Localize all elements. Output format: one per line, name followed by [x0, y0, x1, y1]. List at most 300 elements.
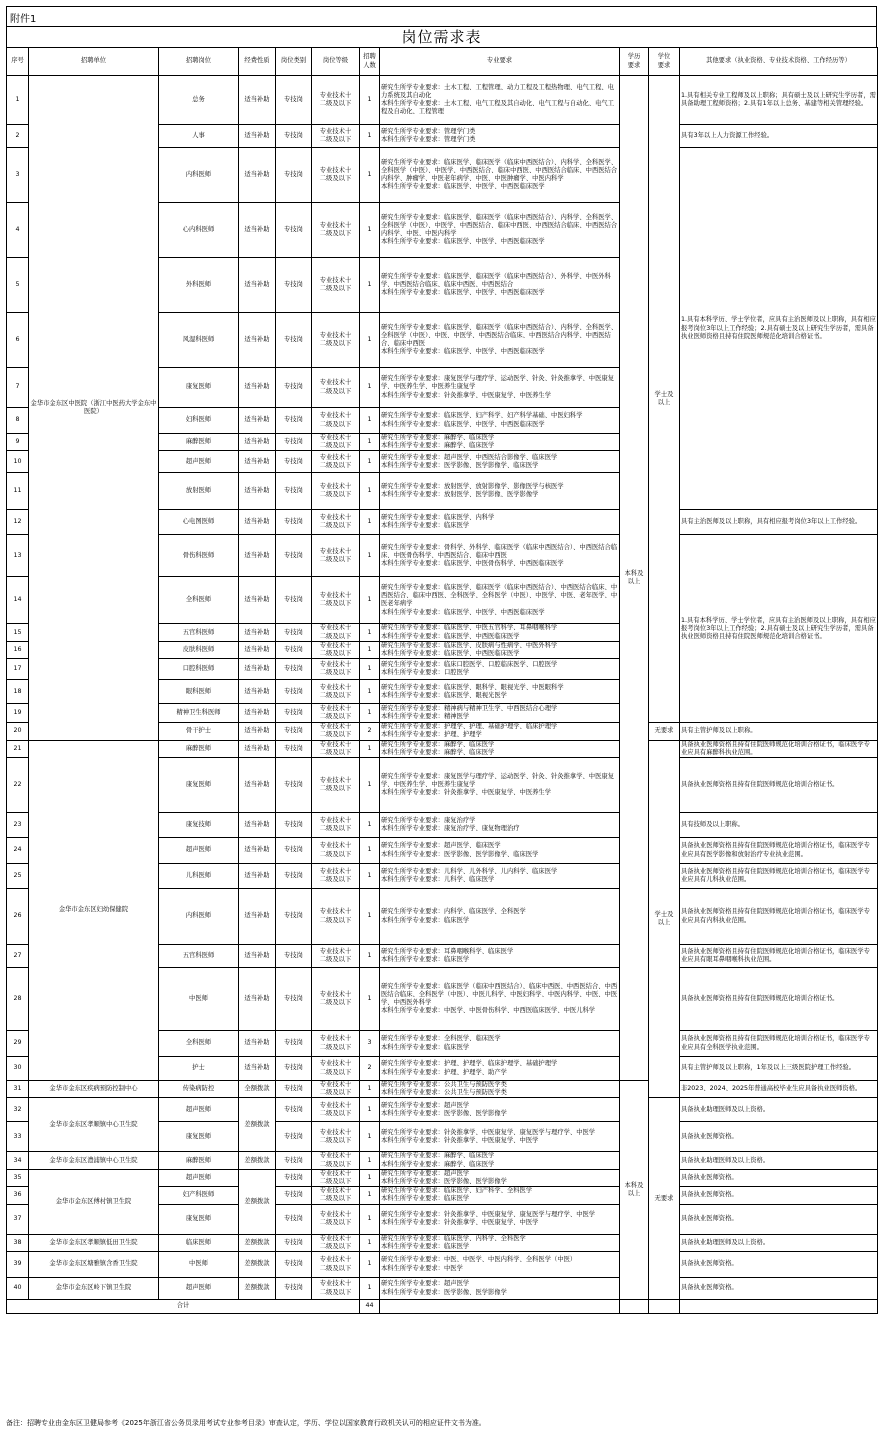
funding-type: 适当补助: [239, 1057, 276, 1081]
hire-count: 1: [360, 1252, 380, 1278]
post-category: 专技岗: [276, 258, 312, 313]
major-requirements: 研究生所学专业要求：临床医学、内科学、全科医学 本科生所学专业要求：临床医学: [380, 1234, 620, 1251]
post-category: 专技岗: [276, 451, 312, 473]
post-level: 专业技术十 二级及以下: [312, 473, 360, 510]
major-requirements: 研究生所学专业要求：临床医学（临床中西医结合）、临床中西医、中西医结合、中西医结合临床、全科医学（中医）、中医儿科学、中医妇科学、中医内科学、中医、中医学、中西医外科学 本科生所学专业要求：中医学、中医骨伤科学、中西医临床医学、中医儿科学: [380, 968, 620, 1031]
hire-count: 1: [360, 1187, 380, 1204]
post-category: 专技岗: [276, 838, 312, 864]
other-requirements: 具备执业医师资格。: [680, 1252, 878, 1278]
funding-type: 适当补助: [239, 313, 276, 368]
job-post: 皮肤科医师: [159, 641, 239, 658]
job-post: 麻醉医师: [159, 740, 239, 757]
total-row: [7, 1300, 878, 1314]
column-header: 专业要求: [380, 48, 620, 76]
other-requirements: 具有主治医师及以上职称，具有相应报考岗位3年以上工作经验。: [680, 510, 878, 535]
table-row: [7, 1169, 878, 1186]
other-requirements: 具有技师及以上职称。: [680, 813, 878, 838]
major-requirements: 研究生所学专业要求：超声医学 本科生所学专业要求：医学影像、医学影像学: [380, 1098, 620, 1122]
hire-count: 1: [360, 1122, 380, 1152]
major-requirements: 研究生所学专业要求：麻醉学、临床医学 本科生所学专业要求：麻醉学、临床医学: [380, 1152, 620, 1169]
funding-type: 适当补助: [239, 704, 276, 723]
other-requirements: 具备执业助理医师及以上资格。: [680, 1234, 878, 1251]
row-number: 22: [7, 758, 29, 813]
hire-count: 1: [360, 704, 380, 723]
row-number: 18: [7, 680, 29, 704]
funding-type: 适当补助: [239, 1031, 276, 1057]
hire-count: 1: [360, 1234, 380, 1251]
post-category: 专技岗: [276, 1122, 312, 1152]
other-requirements: 具备执业医师资格。: [680, 1204, 878, 1234]
hire-count: 1: [360, 1169, 380, 1186]
row-number: 17: [7, 659, 29, 680]
post-level: 专业技术十 二级及以下: [312, 758, 360, 813]
table-row: [7, 1234, 878, 1251]
table-header-row: [7, 48, 878, 76]
other-requirements: 具备执业医师资格且持有住院医师规范化培训合格证书，临床医学专业应具有麻醉科执业范围。: [680, 740, 878, 757]
job-post: 护士: [159, 1057, 239, 1081]
post-level: 专业技术十 二级及以下: [312, 740, 360, 757]
post-level: 专业技术十 二级及以下: [312, 945, 360, 968]
other-requirements: 具备执业医师资格且持有住院医师规范化培训合格证书。: [680, 968, 878, 1031]
funding-type: 适当补助: [239, 624, 276, 641]
major-requirements: 研究生所学专业要求：精神病与精神卫生学、中西医结合心理学 本科生所学专业要求：精神医学: [380, 704, 620, 723]
post-level: 专业技术十 二级及以下: [312, 1031, 360, 1057]
hire-count: 1: [360, 1081, 380, 1098]
major-requirements: 研究生所学专业要求：康复医学与理疗学、运动医学、针灸、针灸推拿学、中医康复学、中医养生学、中医养生康复学 本科生所学专业要求：针灸推拿学、中医康复学、中医养生学: [380, 758, 620, 813]
funding-type: 适当补助: [239, 945, 276, 968]
post-category: 专技岗: [276, 680, 312, 704]
post-level: 专业技术十 二级及以下: [312, 148, 360, 203]
job-post: 超声医师: [159, 1169, 239, 1186]
funding-type: 差额拨款: [239, 1152, 276, 1169]
degree-requirement: 学士及 以上: [649, 76, 680, 723]
post-category: 专技岗: [276, 1204, 312, 1234]
empty-cell: [620, 1300, 649, 1314]
funding-type: 适当补助: [239, 473, 276, 510]
hire-count: 1: [360, 510, 380, 535]
major-requirements: 研究生所学专业要求：康复治疗学 本科生所学专业要求：康复治疗学、康复物理治疗: [380, 813, 620, 838]
major-requirements: 研究生所学专业要求：管理学门类 本科生所学专业要求：管理学门类: [380, 125, 620, 148]
row-number: 12: [7, 510, 29, 535]
funding-type: 适当补助: [239, 510, 276, 535]
hire-count: 1: [360, 889, 380, 945]
post-category: 专技岗: [276, 1057, 312, 1081]
funding-type: 差额拨款: [239, 1252, 276, 1278]
other-requirements: 具备执业医师资格且持有住院医师规范化培训合格证书，临床医学专业应具有眼耳鼻咽喉科执业范围。: [680, 945, 878, 968]
job-post: 康复医师: [159, 368, 239, 408]
post-level: 专业技术十 二级及以下: [312, 368, 360, 408]
major-requirements: 研究生所学专业要求：针灸推拿学、中医康复学、康复医学与理疗学、中医学 本科生所学专业要求：针灸推拿学、中医康复学、中医学: [380, 1122, 620, 1152]
row-number: 13: [7, 535, 29, 577]
post-level: 专业技术十 二级及以下: [312, 864, 360, 889]
post-level: 专业技术十 二级及以下: [312, 125, 360, 148]
column-header: 序号: [7, 48, 29, 76]
funding-type: 适当补助: [239, 641, 276, 658]
page-title: 岗位需求表: [6, 26, 877, 48]
row-number: 11: [7, 473, 29, 510]
job-post: 心电图医师: [159, 510, 239, 535]
funding-type: 适当补助: [239, 451, 276, 473]
empty-cell: [380, 1300, 620, 1314]
table-row: [7, 1081, 878, 1098]
hire-count: 1: [360, 535, 380, 577]
major-requirements: 研究生所学专业要求：临床口腔医学、口腔临床医学、口腔医学 本科生所学专业要求：口腔医学: [380, 659, 620, 680]
funding-type: 适当补助: [239, 148, 276, 203]
hire-count: 1: [360, 408, 380, 434]
job-post: 口腔科医师: [159, 659, 239, 680]
major-requirements: 研究生所学专业要求：放射医学、放射影像学、影像医学与核医学 本科生所学专业要求：放射医学、医学影像、医学影像学: [380, 473, 620, 510]
post-category: 专技岗: [276, 510, 312, 535]
job-post: 超声医师: [159, 838, 239, 864]
major-requirements: 研究生所学专业要求：临床医学、内科学 本科生所学专业要求：临床医学: [380, 510, 620, 535]
post-category: 专技岗: [276, 203, 312, 258]
table-row: [7, 1278, 878, 1300]
other-requirements: 具备执业助理医师及以上资格。: [680, 1098, 878, 1122]
hire-count: 1: [360, 838, 380, 864]
hire-count: 1: [360, 968, 380, 1031]
row-number: 7: [7, 368, 29, 408]
major-requirements: 研究生所学专业要求：临床医学、中医五官科学、耳鼻咽喉科学 本科生所学专业要求：临床医学、中西医临床医学: [380, 624, 620, 641]
major-requirements: 研究生所学专业要求：土木工程、工程管理、动力工程及工程热物理、电气工程、电力系统及其自动化 本科生所学专业要求：土木工程、电气工程及其自动化、电气工程与自动化、电气工程及自动化、工程管理: [380, 76, 620, 125]
post-level: 专业技术十 二级及以下: [312, 1169, 360, 1186]
empty-cell: [649, 1300, 680, 1314]
hire-count: 1: [360, 1278, 380, 1300]
job-post: 康复医师: [159, 1204, 239, 1234]
column-header: 学位 要求: [649, 48, 680, 76]
post-category: 专技岗: [276, 535, 312, 577]
row-number: 35: [7, 1169, 29, 1186]
row-number: 36: [7, 1187, 29, 1204]
post-level: 专业技术十 二级及以下: [312, 1057, 360, 1081]
job-post: 康复医师: [159, 1122, 239, 1152]
recruiting-unit: 金华市金东区塘雅镇含香卫生院: [29, 1252, 159, 1278]
job-post: 风湿科医师: [159, 313, 239, 368]
row-number: 33: [7, 1122, 29, 1152]
column-header: 岗位等级: [312, 48, 360, 76]
post-category: 专技岗: [276, 889, 312, 945]
post-category: 专技岗: [276, 148, 312, 203]
major-requirements: 研究生所学专业要求：康复医学与理疗学、运动医学、针灸、针灸推拿学、中医康复学、中医养生学、中医养生康复学 本科生所学专业要求：针灸推拿学、中医康复学、中医养生学: [380, 368, 620, 408]
post-category: 专技岗: [276, 758, 312, 813]
hire-count: 1: [360, 473, 380, 510]
hire-count: 1: [360, 945, 380, 968]
job-post: 五官科医师: [159, 624, 239, 641]
row-number: 1: [7, 76, 29, 125]
row-number: 37: [7, 1204, 29, 1234]
funding-type: 适当补助: [239, 368, 276, 408]
other-requirements: 具备执业助理医师及以上资格。: [680, 1152, 878, 1169]
job-post: 眼科医师: [159, 680, 239, 704]
row-number: 29: [7, 1031, 29, 1057]
job-post: 人事: [159, 125, 239, 148]
post-category: 专技岗: [276, 1152, 312, 1169]
major-requirements: 研究生所学专业要求：超声医学 本科生所学专业要求：医学影像、医学影像学: [380, 1278, 620, 1300]
job-post: 内科医师: [159, 889, 239, 945]
recruiting-unit: 金华市金东区岭下镇卫生院: [29, 1278, 159, 1300]
recruiting-unit: 金华市金东区澧浦镇中心卫生院: [29, 1152, 159, 1169]
row-number: 14: [7, 577, 29, 624]
post-level: 专业技术十 二级及以下: [312, 451, 360, 473]
funding-type: 差额拨款: [239, 1278, 276, 1300]
total-count: 44: [360, 1300, 380, 1314]
hire-count: 1: [360, 740, 380, 757]
post-category: 专技岗: [276, 1234, 312, 1251]
post-category: 专技岗: [276, 740, 312, 757]
post-category: 专技岗: [276, 76, 312, 125]
major-requirements: 研究生所学专业要求：临床医学、妇产科学、全科医学 本科生所学专业要求：临床医学: [380, 1187, 620, 1204]
post-level: 专业技术十 二级及以下: [312, 704, 360, 723]
post-level: 专业技术十 二级及以下: [312, 1081, 360, 1098]
job-requirements-table: [6, 47, 878, 1314]
funding-type: 适当补助: [239, 740, 276, 757]
job-post: 超声医师: [159, 1098, 239, 1122]
major-requirements: 研究生所学专业要求：护理、护理学、临床护理学、基础护理学 本科生所学专业要求：护理、护理学、助产学: [380, 1057, 620, 1081]
job-post: 妇科医师: [159, 408, 239, 434]
hire-count: 1: [360, 313, 380, 368]
hire-count: 2: [360, 1057, 380, 1081]
hire-count: 2: [360, 723, 380, 740]
major-requirements: 研究生所学专业要求：临床医学、临床医学（临床中西医结合）、内科学、全科医学、全科医学（中医）、中医、中医学、中西医结合临床、中西医结合内科学、中西医结合、临床中西医 本科生所学专业要求：临床医学、中医学、中西医临床医学: [380, 313, 620, 368]
post-level: 专业技术十 二级及以下: [312, 1187, 360, 1204]
major-requirements: 研究生所学专业要求：公共卫生与预防医学类 本科生所学专业要求：公共卫生与预防医学类: [380, 1081, 620, 1098]
post-category: 专技岗: [276, 1098, 312, 1122]
attachment-bar: [6, 6, 877, 26]
post-level: 专业技术十 二级及以下: [312, 76, 360, 125]
other-requirements: 具有3年以上人力资源工作经验。: [680, 125, 878, 148]
job-post: 精神卫生科医师: [159, 704, 239, 723]
funding-type: 适当补助: [239, 535, 276, 577]
post-category: 专技岗: [276, 659, 312, 680]
major-requirements: 研究生所学专业要求：临床医学、眼科学、眼视光学、中医眼科学 本科生所学专业要求：临床医学、眼视光医学: [380, 680, 620, 704]
hire-count: 1: [360, 451, 380, 473]
post-category: 专技岗: [276, 368, 312, 408]
other-requirements: 具备执业医师资格且持有住院医师规范化培训合格证书，临床医学专业应具有医学影像和放射治疗专业执业范围。: [680, 838, 878, 864]
job-post: 传染病防控: [159, 1081, 239, 1098]
funding-type: 差额拨款: [239, 1234, 276, 1251]
major-requirements: 研究生所学专业要求：护理学、护理、基础护理学、临床护理学 本科生所学专业要求：护理、护理学: [380, 723, 620, 740]
row-number: 32: [7, 1098, 29, 1122]
hire-count: 1: [360, 76, 380, 125]
column-header: 招聘单位: [29, 48, 159, 76]
recruiting-unit: 金华市金东区孝顺镇中心卫生院: [29, 1098, 159, 1152]
funding-type: 适当补助: [239, 434, 276, 451]
post-level: 专业技术十 二级及以下: [312, 408, 360, 434]
post-category: 专技岗: [276, 968, 312, 1031]
education-requirement: 本科及 以上: [620, 1081, 649, 1300]
job-post: 心内科医师: [159, 203, 239, 258]
post-level: 专业技术十 二级及以下: [312, 535, 360, 577]
row-number: 15: [7, 624, 29, 641]
hire-count: 1: [360, 148, 380, 203]
major-requirements: 研究生所学专业要求：骨科学、外科学、临床医学（临床中西医结合）、中西医结合临床、中医骨伤科学、中西医结合、临床中西医 本科生所学专业要求：临床医学、中医骨伤科学、中西医临床医学: [380, 535, 620, 577]
major-requirements: 研究生所学专业要求：麻醉学、临床医学 本科生所学专业要求：麻醉学、临床医学: [380, 434, 620, 451]
row-number: 23: [7, 813, 29, 838]
row-number: 3: [7, 148, 29, 203]
major-requirements: 研究生所学专业要求：临床医学、临床医学（临床中西医结合）、内科学、全科医学、全科医学（中医）、中医学、中西医结合、临床中西医、中西医结合临床、中西医结合内科学、中医、中医内科学 本科生所学专业要求：临床医学、中医学、中西医临床医学: [380, 203, 620, 258]
degree-requirement: 无要求: [649, 723, 680, 740]
funding-type: 适当补助: [239, 680, 276, 704]
major-requirements: 研究生所学专业要求：临床医学、临床医学（临床中西医结合）、中西医结合临床、中西医结合、临床中西医、全科医学、全科医学（中医）、中医学、中医、老年医学、中医老年病学 本科生所学专业要求：临床医学、中医学、中西医临床医学: [380, 577, 620, 624]
hire-count: 1: [360, 1098, 380, 1122]
post-level: 专业技术十 二级及以下: [312, 889, 360, 945]
post-level: 专业技术十 二级及以下: [312, 968, 360, 1031]
post-level: 专业技术十 二级及以下: [312, 313, 360, 368]
major-requirements: 研究生所学专业要求：临床医学、临床医学（临床中西医结合）、外科学、中医外科学、中西医结合临床、临床中西医、中西医结合 本科生所学专业要求：临床医学、中医学、中西医临床医学: [380, 258, 620, 313]
post-category: 专技岗: [276, 864, 312, 889]
post-level: 专业技术十 二级及以下: [312, 1234, 360, 1251]
other-requirements: 具备执业医师资格。: [680, 1169, 878, 1186]
post-level: 专业技术十 二级及以下: [312, 203, 360, 258]
row-number: 19: [7, 704, 29, 723]
other-requirements: 具备执业医师资格。: [680, 1187, 878, 1204]
row-number: 10: [7, 451, 29, 473]
post-level: 专业技术十 二级及以下: [312, 1098, 360, 1122]
funding-type: 适当补助: [239, 76, 276, 125]
major-requirements: 研究生所学专业要求：超声医学、中西医结合影像学、临床医学 本科生所学专业要求：医学影像、医学影像学、临床医学: [380, 451, 620, 473]
other-requirements: 具有主管护师及以上职称，1年及以上三级医院护理工作经验。: [680, 1057, 878, 1081]
job-post: 中医师: [159, 1252, 239, 1278]
post-category: 专技岗: [276, 704, 312, 723]
other-requirements: 具备执业医师资格且持有住院医师规范化培训合格证书，临床医学专业应具有内科执业范围。: [680, 889, 878, 945]
other-requirements: 具备执业医师资格且持有住院医师规范化培训合格证书，临床医学专业应具有儿科执业范围。: [680, 864, 878, 889]
funding-type: 适当补助: [239, 125, 276, 148]
major-requirements: 研究生所学专业要求：耳鼻咽喉科学、临床医学 本科生所学专业要求：临床医学: [380, 945, 620, 968]
post-level: 专业技术十 二级及以下: [312, 258, 360, 313]
hire-count: 1: [360, 659, 380, 680]
funding-type: 差额拨款: [239, 1098, 276, 1152]
post-level: 专业技术十 二级及以下: [312, 838, 360, 864]
education-requirement: 本科及 以上: [620, 76, 649, 1081]
funding-type: 适当补助: [239, 864, 276, 889]
funding-type: 适当补助: [239, 723, 276, 740]
column-header: 其他要求（执业资格、专业技术资格、工作经历等）: [680, 48, 878, 76]
other-requirements: 非2023、2024、2025年普通高校毕业生应具备执业医师资格。: [680, 1081, 878, 1098]
row-number: 38: [7, 1234, 29, 1251]
other-requirements: 具有主管护师及以上职称。: [680, 723, 878, 740]
job-post: 骨伤科医师: [159, 535, 239, 577]
post-category: 专技岗: [276, 1278, 312, 1300]
row-number: 20: [7, 723, 29, 740]
empty-cell: [680, 1300, 878, 1314]
recruiting-unit: 金华市金东区孝顺镇低田卫生院: [29, 1234, 159, 1251]
post-level: 专业技术十 二级及以下: [312, 723, 360, 740]
job-post: 康复技师: [159, 813, 239, 838]
other-requirements: 1.具有本科学历、学士学位者，应具有主治医师及以上职称，具有相应报考岗位3年以上工作经验；2.具有硕士及以上研究生学历者，需具备执业医师资格且持有住院医师规范化培训合格证书。: [680, 148, 878, 510]
hire-count: 1: [360, 758, 380, 813]
other-requirements: 1.具有本科学历、学士学位者，应具有主治医师及以上职称，具有相应报考岗位3年以上工作经验；2.具有硕士及以上研究生学历者，需具备执业医师资格且持有住院医师规范化培训合格证书。: [680, 535, 878, 723]
row-number: 8: [7, 408, 29, 434]
major-requirements: 研究生所学专业要求：临床医学、皮肤病与性病学、中医外科学 本科生所学专业要求：临床医学、中西医临床医学: [380, 641, 620, 658]
major-requirements: 研究生所学专业要求：麻醉学、临床医学 本科生所学专业要求：麻醉学、临床医学: [380, 740, 620, 757]
table-row: [7, 1252, 878, 1278]
other-requirements: 具备执业医师资格。: [680, 1278, 878, 1300]
major-requirements: 研究生所学专业要求：超声医学、临床医学 本科生所学专业要求：医学影像、医学影像学、临床医学: [380, 838, 620, 864]
row-number: 26: [7, 889, 29, 945]
post-level: 专业技术十 二级及以下: [312, 1252, 360, 1278]
funding-type: 适当补助: [239, 968, 276, 1031]
funding-type: 适当补助: [239, 258, 276, 313]
funding-type: 适当补助: [239, 813, 276, 838]
post-category: 专技岗: [276, 1081, 312, 1098]
hire-count: 1: [360, 1204, 380, 1234]
post-level: 专业技术十 二级及以下: [312, 434, 360, 451]
post-level: 专业技术十 二级及以下: [312, 680, 360, 704]
post-category: 专技岗: [276, 1031, 312, 1057]
major-requirements: 研究生所学专业要求：超声医学 本科生所学专业要求：医学影像、医学影像学: [380, 1169, 620, 1186]
post-level: 专业技术十 二级及以下: [312, 641, 360, 658]
post-category: 专技岗: [276, 945, 312, 968]
row-number: 39: [7, 1252, 29, 1278]
table-row: [7, 1098, 878, 1122]
major-requirements: 研究生所学专业要求：临床医学、临床医学（临床中西医结合）、内科学、全科医学、全科医学（中医）、中医学、中西医结合、临床中西医、中西医结合临床、中西医结合内科学、肿瘤学、中医老年病学、中医、中医肿瘤学、中医内科学 本科生所学专业要求：临床医学、中医学、中西医临床医学: [380, 148, 620, 203]
post-category: 专技岗: [276, 313, 312, 368]
job-post: 临床医师: [159, 1234, 239, 1251]
hire-count: 1: [360, 1152, 380, 1169]
job-post: 儿科医师: [159, 864, 239, 889]
column-header: 经费性质: [239, 48, 276, 76]
row-number: 21: [7, 740, 29, 757]
funding-type: 适当补助: [239, 577, 276, 624]
hire-count: 1: [360, 203, 380, 258]
column-header: 岗位类别: [276, 48, 312, 76]
funding-type: 适当补助: [239, 889, 276, 945]
job-post: 超声医师: [159, 451, 239, 473]
major-requirements: 研究生所学专业要求：针灸推拿学、中医康复学、康复医学与理疗学、中医学 本科生所学专业要求：针灸推拿学、中医康复学、中医学: [380, 1204, 620, 1234]
funding-type: 适当补助: [239, 408, 276, 434]
post-level: 专业技术十 二级及以下: [312, 1152, 360, 1169]
job-post: 内科医师: [159, 148, 239, 203]
degree-requirement: 无要求: [649, 1098, 680, 1300]
degree-requirement: 学士及 以上: [649, 740, 680, 1098]
row-number: 27: [7, 945, 29, 968]
row-number: 24: [7, 838, 29, 864]
post-category: 专技岗: [276, 641, 312, 658]
recruiting-unit: 金华市金东区妇幼保健院: [29, 740, 159, 1080]
post-level: 专业技术十 二级及以下: [312, 1204, 360, 1234]
job-post: 五官科医师: [159, 945, 239, 968]
funding-type: 差额拨款: [239, 1169, 276, 1234]
recruiting-unit: 金华市金东区中医院（浙江中医药大学金东中医院）: [29, 76, 159, 741]
other-requirements: 具备执业医师资格且持有住院医师规范化培训合格证书，临床医学专业应具有全科医学执业范围。: [680, 1031, 878, 1057]
job-post: 骨干护士: [159, 723, 239, 740]
post-category: 专技岗: [276, 434, 312, 451]
hire-count: 1: [360, 680, 380, 704]
job-post: 中医师: [159, 968, 239, 1031]
attachment-label: 附件1: [10, 14, 37, 25]
row-number: 5: [7, 258, 29, 313]
hire-count: 1: [360, 641, 380, 658]
job-post: 麻醉医师: [159, 1152, 239, 1169]
hire-count: 1: [360, 258, 380, 313]
funding-type: 适当补助: [239, 838, 276, 864]
row-number: 2: [7, 125, 29, 148]
funding-type: 全额拨款: [239, 1081, 276, 1098]
table-row: [7, 1152, 878, 1169]
row-number: 31: [7, 1081, 29, 1098]
recruiting-unit: 金华市金东区傅村镇卫生院: [29, 1169, 159, 1234]
job-post: 超声医师: [159, 1278, 239, 1300]
major-requirements: 研究生所学专业要求：临床医学、妇产科学、妇产科学基础、中医妇科学 本科生所学专业要求：临床医学、中医学、中西医临床医学: [380, 408, 620, 434]
other-requirements: 具备执业医师资格。: [680, 1122, 878, 1152]
hire-count: 1: [360, 864, 380, 889]
hire-count: 3: [360, 1031, 380, 1057]
major-requirements: 研究生所学专业要求：全科医学、临床医学 本科生所学专业要求：临床医学: [380, 1031, 620, 1057]
hire-count: 1: [360, 125, 380, 148]
funding-type: 适当补助: [239, 203, 276, 258]
post-level: 专业技术十 二级及以下: [312, 1278, 360, 1300]
total-label: 合计: [7, 1300, 360, 1314]
post-level: 专业技术十 二级及以下: [312, 813, 360, 838]
